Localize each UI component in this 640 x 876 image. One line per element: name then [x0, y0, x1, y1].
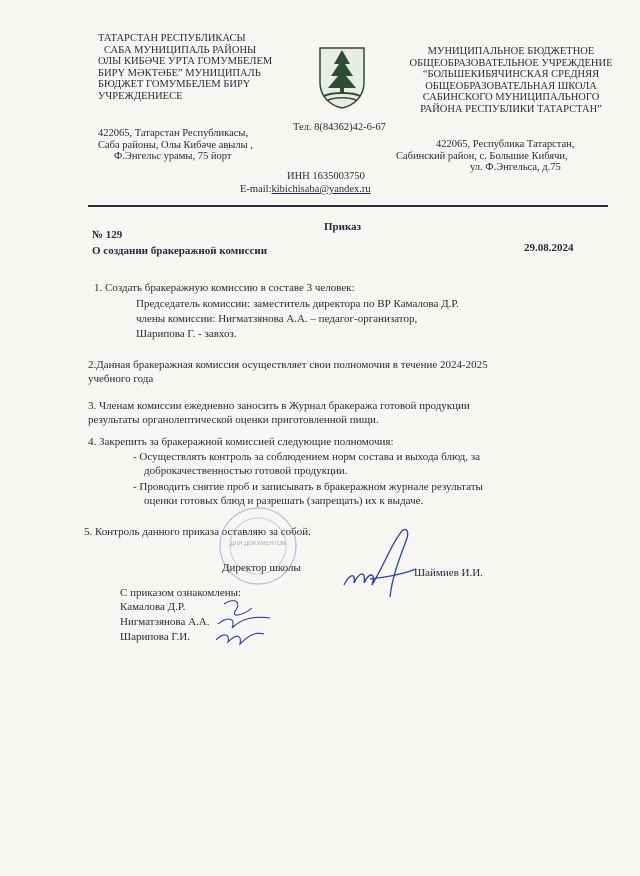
header-left-address-line: 422065, Татарстан Республикасы, [98, 128, 249, 139]
item-4: 4. Закрепить за бракеражной комиссией следующие полномочия: [88, 436, 394, 448]
header-left-address-line: Саба районы, Олы Кибәче авылы , [98, 139, 253, 151]
email-link[interactable]: kibichisaba@yandex.ru [271, 184, 371, 195]
header-left-line: БИРҮ МӘКТӘБЕ” МУНИЦИПАЛЬ [98, 67, 261, 79]
order-subject: О создании бракеражной комиссии [92, 245, 268, 257]
item-2-line2: учебного года [88, 373, 154, 385]
director-label: Директор школы [222, 562, 301, 574]
director-name: Шаймиев И.И. [414, 567, 483, 579]
header-right-line: ОБЩЕОБРАЗОВАТЕЛЬНАЯ ШКОЛА [425, 80, 597, 92]
header-left-line: БЮДЖЕТ ГОМУМБЕЛЕМ БИРҮ [98, 79, 251, 90]
header-left-org [98, 33, 272, 102]
coat-of-arms-emblem [314, 42, 370, 110]
director-signature [340, 525, 430, 605]
header-left-line: ТАТАРСТАН РЕСПУБЛИКАСЫ [98, 33, 246, 44]
order-title: Приказ [324, 221, 362, 233]
header-right-address-line: ул. Ф.Энгельса, д.75 [470, 162, 561, 173]
item-1-member2: Шарипова Г. - завхоз. [136, 328, 237, 340]
header-right-line: МУНИЦИПАЛЬНОЕ БЮДЖЕТНОЕ [427, 46, 595, 57]
item-2-line1: 2.Данная бракеражная комиссия осуществляет свои полномочия в течение 2024-2025 [88, 359, 488, 371]
item-4-b2: оценки готовых блюд и разрешать (запрещать) их к выдаче. [144, 495, 424, 507]
item-4-a2: доброкачественностью готовой продукции. [144, 465, 348, 477]
stamp-text: ДЛЯ ДОКУМЕНТОВ [230, 541, 286, 547]
header-right-address-line: 422065, Республика Татарстан, [436, 139, 575, 150]
item-5: 5. Контроль данного приказа оставляю за собой. [84, 526, 311, 538]
order-number: № 129 [92, 229, 123, 241]
item-1-chair: Председатель комиссии: заместитель директора по ВР Камалова Д.Р. [136, 298, 459, 310]
ack-signatures [212, 590, 282, 650]
header-right-address-line: Сабинский район, с. Большие Кибячи, [396, 150, 568, 162]
email-label: E-mail: [240, 184, 272, 195]
item-3-line2: результаты органолептической оценки приготовленной пищи. [88, 414, 379, 426]
ack-name: Камалова Д.Р. [120, 601, 186, 613]
header-email [240, 184, 371, 196]
header-phone: Тел. 8(84362)42-6-67 [293, 122, 386, 133]
ack-label: С приказом ознакомлены: [120, 587, 242, 599]
header-right-line: РАЙОНА РЕСПУБЛИКИ ТАТАРСТАН” [420, 103, 602, 115]
header-right-org [402, 46, 620, 115]
item-1-members: члены комиссии: Нигматзянова А.А. – педагог-организатор, [136, 313, 418, 325]
item-3-line1: 3. Членам комиссии ежедневно заносить в Журнал бракеража готовой продукции [88, 400, 470, 412]
item-4-a1: - Осуществлять контроль за соблюдением норм состава и выхода блюд, за [133, 451, 480, 463]
header-right-line: “БОЛЬШЕКИБЯЧИНСКАЯ СРЕДНЯЯ [422, 69, 600, 80]
header-right-line: ОБЩЕОБРАЗОВАТЕЛЬНОЕ УЧРЕЖДЕНИЕ [409, 57, 613, 69]
header-right-address [396, 139, 574, 174]
header-left-line: ОЛЫ КИБӘЧЕ УРТА ГОМУМБЕЛЕМ [98, 56, 273, 67]
header-divider [88, 205, 608, 207]
ack-name: Шарипова Г.И. [120, 631, 190, 643]
round-stamp [212, 505, 304, 587]
header-left-address-line: Ф.Энгельс урамы, 75 йорт [114, 151, 232, 162]
header-left-address [98, 128, 253, 163]
item-1: 1. Создать бракеражную комиссию в составе 3 человек: [94, 282, 355, 294]
item-4-b1: - Проводить снятие проб и записывать в бракеражном журнале результаты [133, 481, 483, 493]
header-left-line: УЧРЕЖДЕНИЕСЕ [98, 90, 183, 102]
header-left-line: САБА МУНИЦИПАЛЬ РАЙОНЫ [104, 44, 257, 56]
header-inn: ИНН 1635003750 [287, 171, 365, 182]
order-date: 29.08.2024 [524, 242, 574, 254]
header-right-line: САБИНСКОГО МУНИЦИПАЛЬНОГО [422, 92, 600, 103]
ack-name: Нигматзянова А.А. [120, 616, 210, 628]
